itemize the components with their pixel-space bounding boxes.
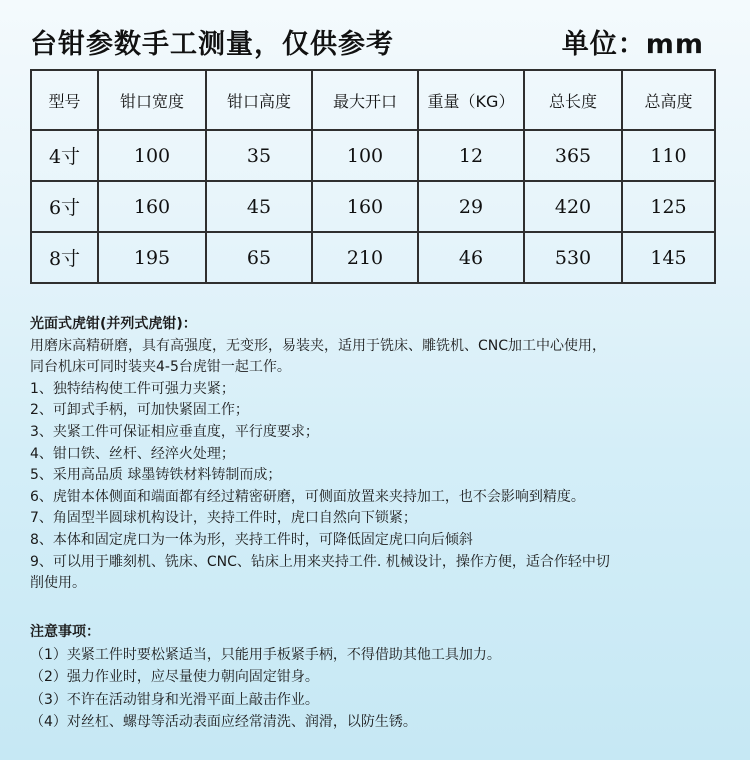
- cell-jaw-width: 100: [98, 130, 206, 181]
- feature-item: 2、可卸式手柄，可加快紧固工作；: [30, 402, 249, 419]
- description-section: [30, 314, 720, 595]
- header-weight: 重量（KG）: [418, 70, 524, 130]
- cell-weight: 46: [418, 232, 524, 283]
- cell-max-opening: 100: [312, 130, 418, 181]
- note-item: （1）夹紧工件时要松紧适当，只能用手板紧手柄，不得借助其他工具加力。: [30, 646, 501, 663]
- cell-max-opening: 210: [312, 232, 418, 283]
- notes-section: [30, 621, 720, 734]
- cell-total-height: 145: [622, 232, 715, 283]
- feature-item: 5、采用高品质 球墨铸铁材料铸制而成；: [30, 467, 282, 484]
- header-model: 型号: [31, 70, 98, 130]
- feature-item: 1、独特结构使工件可强力夹紧；: [30, 380, 235, 397]
- feature-item: 3、夹紧工件可保证相应垂直度，平行度要求；: [30, 423, 319, 440]
- header-max-opening: 最大开口: [312, 70, 418, 130]
- cell-model: 4寸: [31, 130, 98, 181]
- header-jaw-height: 钳口高度: [206, 70, 312, 130]
- description-heading: 光面式虎钳(并列式虎钳)：: [30, 316, 197, 332]
- cell-jaw-height: 45: [206, 181, 312, 232]
- header-jaw-width: 钳口宽度: [98, 70, 206, 130]
- description-line: 同台机床可同时装夹4-5台虎钳一起工作。: [30, 359, 291, 376]
- cell-weight: 12: [418, 130, 524, 181]
- cell-jaw-width: 160: [98, 181, 206, 232]
- feature-item: 7、角固型半圆球机构设计，夹持工件时，虎口自然向下锁紧；: [30, 510, 417, 527]
- header-total-height: 总高度: [622, 70, 715, 130]
- table-row: [31, 181, 715, 232]
- unit-label: 单位：mm: [561, 29, 704, 60]
- cell-jaw-height: 35: [206, 130, 312, 181]
- feature-item: 4、钳口铁、丝杆、经淬火处理；: [30, 445, 235, 462]
- note-item: （4）对丝杠、螺母等活动表面应经常清洗、润滑，以防生锈。: [30, 714, 417, 730]
- feature-item-continued: 削使用。: [30, 575, 86, 592]
- cell-total-length: 365: [524, 130, 622, 181]
- cell-model: 8寸: [31, 232, 98, 283]
- table-row: [31, 232, 715, 283]
- parameter-table: [30, 69, 716, 284]
- cell-jaw-height: 65: [206, 232, 312, 283]
- note-item: （3）不许在活动钳身和光滑平面上敲击作业。: [30, 691, 319, 708]
- cell-max-opening: 160: [312, 181, 418, 232]
- cell-model: 6寸: [31, 181, 98, 232]
- feature-item: 6、虎钳本体侧面和端面都有经过精密研磨，可侧面放置来夹持加工，也不会影响到精度。: [30, 488, 585, 505]
- table-header-row: [31, 70, 715, 130]
- cell-total-length: 530: [524, 232, 622, 283]
- cell-weight: 29: [418, 181, 524, 232]
- table-row: [31, 130, 715, 181]
- notes-heading: 注意事项：: [30, 624, 100, 640]
- feature-item: 8、本体和固定虎口为一体为形，夹持工件时，可降低固定虎口向后倾斜: [30, 531, 473, 548]
- page-title: 台钳参数手工测量，仅供参考: [30, 29, 394, 60]
- cell-total-height: 110: [622, 130, 715, 181]
- note-item: （2）强力作业时，应尽量使力朝向固定钳身。: [30, 669, 319, 685]
- feature-item: 9、可以用于雕刻机、铣床、CNC、钻床上用来夹持工件. 机械设计，操作方便，适合作轻中切: [30, 553, 610, 570]
- cell-jaw-width: 195: [98, 232, 206, 283]
- description-line: 用磨床高精研磨，具有高强度，无变形，易装夹，适用于铣床、雕铣机、CNC加工中心使用，: [30, 337, 607, 354]
- cell-total-height: 125: [622, 181, 715, 232]
- header-total-length: 总长度: [524, 70, 622, 130]
- cell-total-length: 420: [524, 181, 622, 232]
